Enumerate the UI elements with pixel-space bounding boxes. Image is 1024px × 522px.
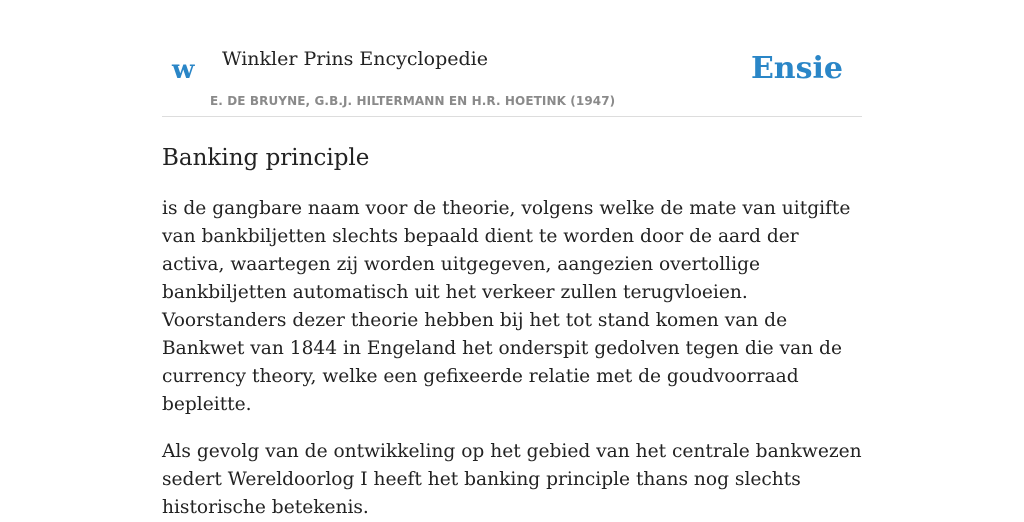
encyclopedia-logo[interactable]: w (172, 55, 195, 85)
article-paragraph: Als gevolg van de ontwikkeling op het gebied van het centrale bankwezen sedert Wereldoorlog I heeft het banking principle thans nog slechts historische betekenis. (162, 441, 862, 518)
article-title: Banking principle (162, 145, 370, 171)
article-paragraph: is de gangbare naam voor de theorie, volgens welke de mate van uitgifte van bankbiljetten slechts bepaald dient te worden door de aard der activa, waartegen zij worden uitgegeven, aangezien overtollige bankbiljetten automatisch uit het verkeer zullen terugvloeien. Voorstanders dezer theorie hebben bij het tot stand komen van de Bankwet van 1844 in Engeland het onderspit gedolven tegen die van de currency theory, welke een gefixeerde relatie met de goudvoorraad bepleitte. (162, 198, 851, 415)
article-page (162, 0, 862, 522)
encyclopedia-authors: E. DE BRUYNE, G.B.J. HILTERMANN EN H.R. HOETINK (1947) (210, 94, 616, 108)
encyclopedia-title[interactable]: Winkler Prins Encyclopedie (222, 48, 488, 70)
site-header (162, 0, 862, 117)
ensie-brand-link[interactable]: Ensie (750, 51, 843, 86)
